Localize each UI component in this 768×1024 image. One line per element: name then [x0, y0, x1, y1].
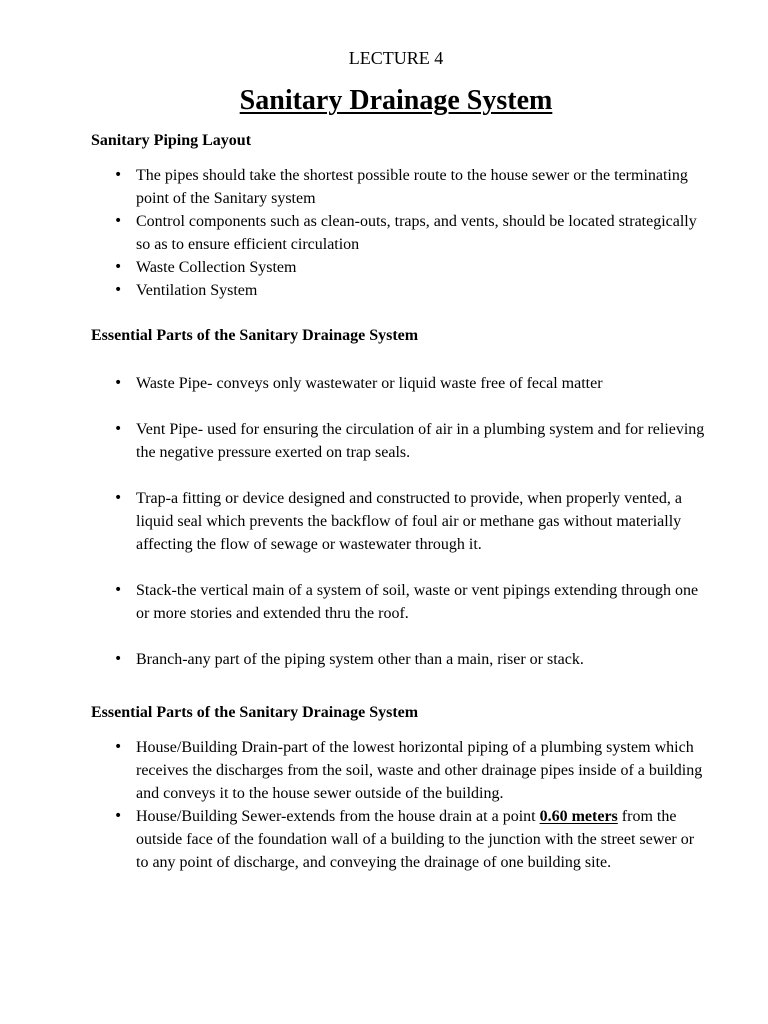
list-item: • House/Building Drain-part of the lowest horizontal piping of a plumbing system which receives the discharges from the soil, waste and other drainage pipes inside of a building and conveys it to the house sewer outside of the building.	[0, 736, 706, 805]
list-item: • Trap-a fitting or device designed and constructed to provide, when properly vented, a liquid seal which prevents the backflow of foul air or methane gas without materially affecting the flow of sewage or wastewater through it.	[0, 487, 706, 556]
list-item: • Branch-any part of the piping system other than a main, riser or stack.	[0, 648, 706, 671]
section-heading-sanitary-piping-layout: Sanitary Piping Layout	[91, 132, 252, 149]
list-item-text: House/Building Sewer-extends from the house drain at a point	[136, 808, 540, 825]
section-heading-essential-parts: Essential Parts of the Sanitary Drainage System	[91, 327, 419, 344]
emphasized-measurement: 0.60 meters	[539, 808, 618, 825]
list-item: • Vent Pipe- used for ensuring the circulation of air in a plumbing system and for relieving the negative pressure exerted on trap seals.	[0, 418, 706, 464]
list-item	[0, 805, 706, 874]
list-item: • Control components such as clean-outs, traps, and vents, should be located strategically so as to ensure efficient circulation	[0, 210, 706, 256]
list-item: • Waste Collection System	[0, 256, 706, 279]
bullet-list-essential-parts	[0, 372, 768, 671]
lecture-label: LECTURE 4	[348, 48, 444, 68]
section-heading-essential-parts-2: Essential Parts of the Sanitary Drainage System	[91, 704, 419, 721]
list-item: • The pipes should take the shortest possible route to the house sewer or the terminating point of the Sanitary system	[0, 164, 706, 210]
list-item-text: from the outside face of the foundation wall of a building to the junction with the street sewer or to any point of discharge, and conveying the drainage of one building site.	[136, 808, 695, 871]
list-item: • Stack-the vertical main of a system of soil, waste or vent pipings extending through one or more stories and extended thru the roof.	[0, 579, 706, 625]
document-title: Sanitary Drainage System	[239, 85, 553, 116]
bullet-list-drain-sewer	[0, 736, 768, 874]
list-item: • Waste Pipe- conveys only wastewater or liquid waste free of fecal matter	[0, 372, 706, 395]
list-item: • Ventilation System	[0, 279, 706, 302]
bullet-list-piping-layout	[0, 164, 768, 302]
